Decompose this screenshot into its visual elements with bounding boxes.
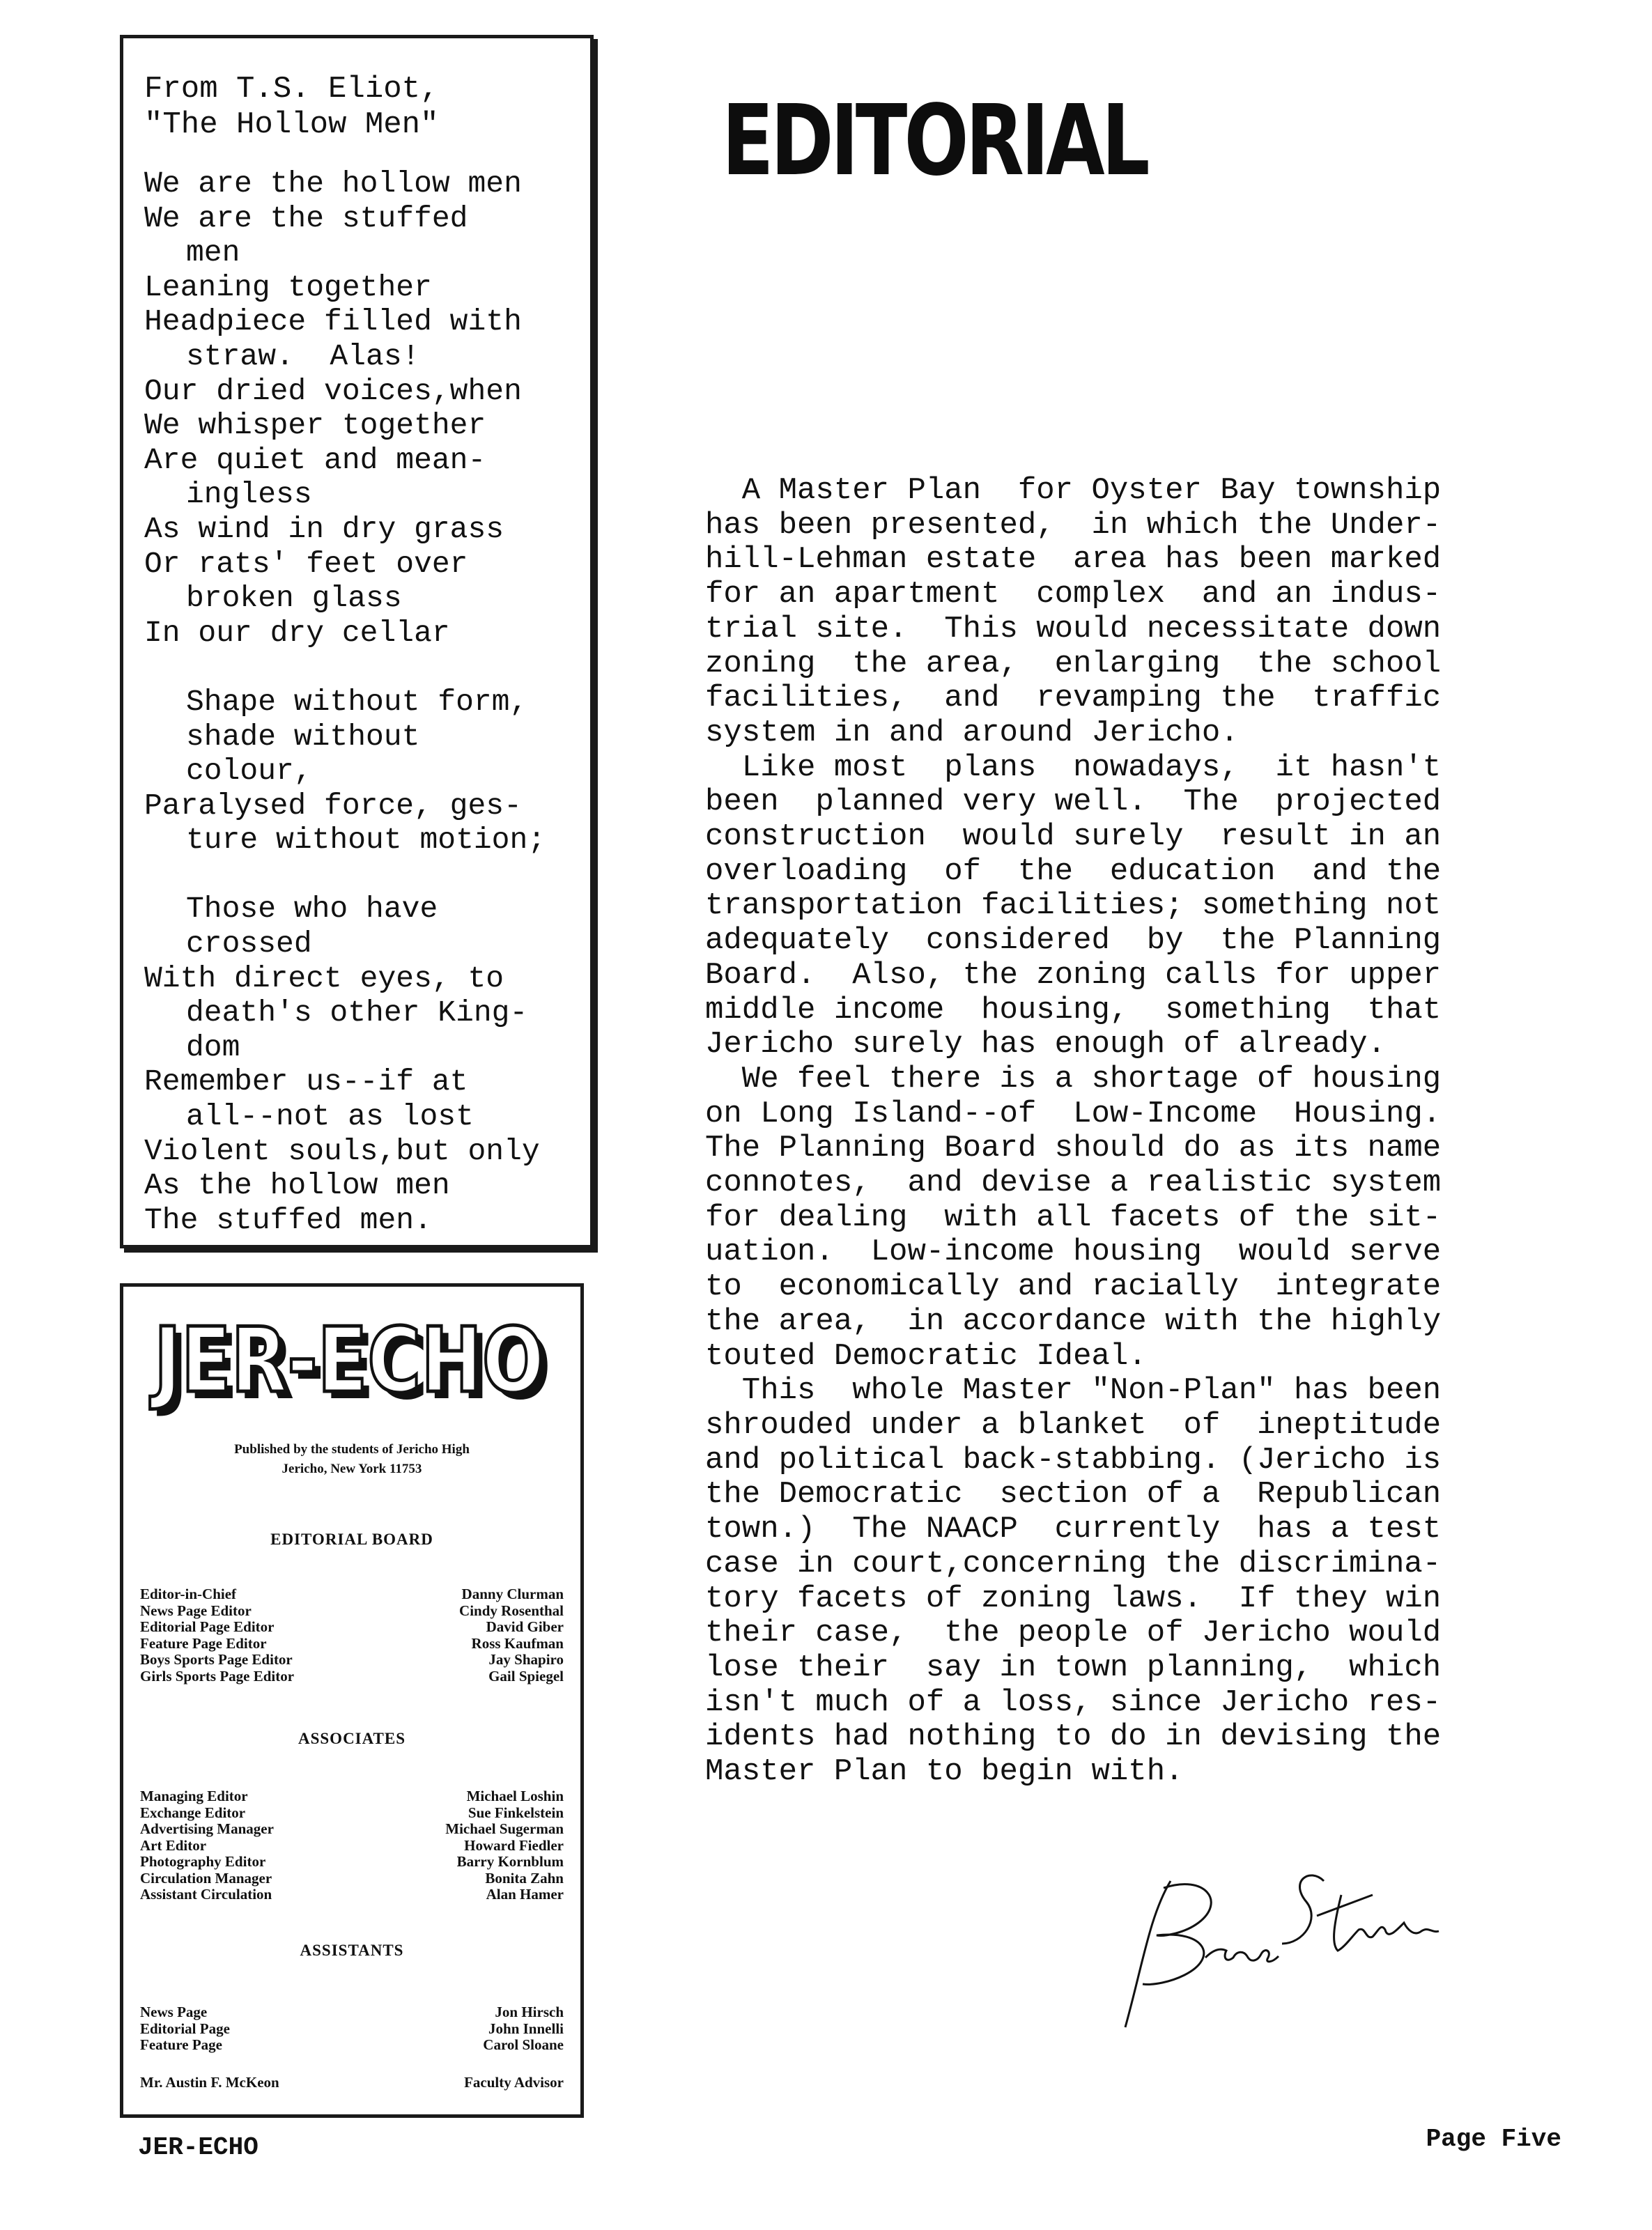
poem-line: Remember us--if at [144, 1064, 468, 1099]
staff-role: Feature Page Editor [140, 1634, 267, 1652]
editorial-line: We feel there is a shortage of housing [705, 1061, 1442, 1097]
logo-text: JER-ECHO [149, 1309, 544, 1413]
editorial-line: trial site. This would necessitate down [705, 611, 1442, 646]
editorial-line: for an apartment complex and an indus- [705, 577, 1442, 612]
poem-line: shade without [186, 719, 420, 754]
editorial-line: Like most plans nowadays, it hasn't [705, 750, 1442, 785]
editorial-line: uation. Low-income housing would serve [705, 1234, 1442, 1270]
editorial-title: EDITORIAL [722, 84, 1147, 198]
staff-name: Sue Finkelstein [468, 1804, 564, 1821]
staff-role: News Page Editor [140, 1602, 252, 1619]
staff-role: News Page [140, 2004, 208, 2020]
staff-role: Editorial Page [140, 2020, 230, 2037]
staff-role: Advertising Manager [140, 1820, 274, 1837]
editorial-line: A Master Plan for Oyster Bay township [705, 473, 1442, 508]
poem-header [144, 72, 590, 143]
poem-line: The stuffed men. [144, 1202, 432, 1237]
assistants-title: ASSISTANTS [300, 1942, 404, 1959]
editorial-line: to economically and racially integrate [705, 1269, 1442, 1305]
poem-line: Violent souls,but only [144, 1133, 540, 1168]
poem-line: Shape without form, [186, 684, 528, 719]
poem-line: Those who have [186, 892, 438, 927]
staff-role: Boys Sports Page Editor [140, 1651, 293, 1668]
poem-line: Our dried voices,when [144, 373, 522, 408]
editorial-line: zoning the area, enlarging the school [705, 646, 1442, 681]
associates-title: ASSOCIATES [298, 1730, 406, 1747]
staff-name: Michael Loshin [466, 1788, 564, 1804]
editorial-body [705, 474, 1441, 1790]
poem-line: In our dry cellar [144, 615, 450, 650]
poem-title: "The Hollow Men" [144, 107, 439, 142]
editorial-line: their case, the people of Jericho would [705, 1616, 1442, 1651]
editorial-line: The Planning Board should do as its name [705, 1131, 1442, 1166]
signature [1122, 1853, 1470, 2034]
staff-role: Feature Page [140, 2036, 222, 2053]
editorial-line: and political back-stabbing. (Jericho is [705, 1442, 1442, 1478]
faculty-advisor-title: Faculty Advisor [464, 2074, 564, 2091]
published-line-2: Jericho, New York 11753 [281, 1462, 422, 1476]
poem-line: With direct eyes, to [144, 961, 504, 996]
staff-name: Danny Clurman [461, 1586, 564, 1602]
staff-name: Carol Sloane [483, 2036, 564, 2053]
editorial-line: the Democratic section of a Republican [705, 1477, 1442, 1512]
poem-line: dom [186, 1030, 240, 1064]
masthead-box [120, 1283, 584, 2118]
poem-line: ingless [186, 477, 312, 512]
staff-name: Alan Hamer [486, 1886, 564, 1903]
poem-line: We are the stuffed [144, 201, 468, 235]
editorial-line: been planned very well. The projected [705, 784, 1442, 820]
staff-role: Assistant Circulation [140, 1886, 272, 1903]
editorial-line: isn't much of a loss, since Jericho res- [705, 1685, 1442, 1720]
editorial-line: idents had nothing to do in devising the [705, 1719, 1442, 1755]
editorial-board-roles [140, 1586, 294, 1685]
editorial-line: hill-Lehman estate area has been marked [705, 542, 1442, 578]
poem-line: As wind in dry grass [144, 511, 504, 546]
jer-echo-logo [137, 1306, 569, 1418]
editorial-board-names [459, 1586, 564, 1685]
staff-name: Bonita Zahn [485, 1869, 564, 1887]
poem-line: Leaning together [144, 270, 432, 304]
editorial-line: the area, in accordance with the highly [705, 1303, 1442, 1339]
editorial-line: tory facets of zoning laws. If they win [705, 1581, 1442, 1616]
staff-name: Michael Sugerman [445, 1820, 564, 1837]
staff-role: Editor-in-Chief [140, 1586, 237, 1602]
editorial-line: middle income housing, something that [705, 992, 1442, 1028]
editorial-line: town.) The NAACP currently has a test [705, 1512, 1442, 1547]
poem-line: As the hollow men [144, 1168, 450, 1203]
poem-line: We are the hollow men [144, 167, 522, 201]
associates-names [445, 1788, 564, 1903]
editorial-line: case in court,concerning the discrimina- [705, 1546, 1442, 1581]
editorial-line: Master Plan to begin with. [705, 1754, 1184, 1790]
poem-stanza-gap [144, 650, 590, 685]
editorial-line: lose their say in town planning, which [705, 1650, 1442, 1685]
staff-name: Jay Shapiro [488, 1651, 564, 1668]
poem-line: crossed [186, 927, 312, 961]
published-line-1: Published by the students of Jericho High [234, 1442, 470, 1457]
poem-line: colour, [186, 754, 312, 789]
staff-name: Ross Kaufman [471, 1634, 564, 1652]
staff-name: Barry Kornblum [456, 1853, 564, 1870]
staff-role: Photography Editor [140, 1853, 266, 1870]
poem-line: Are quiet and mean- [144, 442, 486, 477]
poem-attribution: From T.S. Eliot, [144, 72, 439, 107]
poem-line: We whisper together [144, 408, 486, 443]
editorial-board-title: EDITORIAL BOARD [270, 1531, 433, 1548]
staff-role: Art Editor [140, 1836, 207, 1854]
editorial-line: shrouded under a blanket of ineptitude [705, 1407, 1442, 1443]
faculty-advisor-name: Mr. Austin F. McKeon [140, 2074, 279, 2091]
editorial-line: has been presented, in which the Under- [705, 507, 1442, 543]
staff-role: Exchange Editor [140, 1804, 246, 1821]
assistants-roles [140, 2004, 230, 2054]
editorial-line: Board. Also, the zoning calls for upper [705, 957, 1442, 993]
poem-line: broken glass [186, 581, 402, 616]
staff-role: Girls Sports Page Editor [140, 1667, 295, 1685]
staff-role: Managing Editor [140, 1788, 248, 1804]
poem-lines [144, 167, 590, 1237]
staff-name: Gail Spiegel [488, 1667, 564, 1685]
poem-line: straw. Alas! [186, 339, 420, 373]
editorial-line: for dealing with all facets of the sit- [705, 1200, 1442, 1235]
staff-role: Editorial Page Editor [140, 1618, 275, 1635]
logo-shadow: JER-ECHO [156, 1316, 551, 1418]
editorial-line: facilities, and revamping the traffic [705, 681, 1442, 716]
staff-name: Jon Hirsch [495, 2004, 564, 2020]
editorial-line: adequately considered by the Planning [705, 923, 1442, 959]
staff-name: David Giber [486, 1618, 564, 1635]
staff-role: Circulation Manager [140, 1869, 272, 1887]
poem-line: death's other King- [186, 996, 528, 1030]
associates-roles [140, 1788, 274, 1903]
poem-stanza-gap [144, 858, 590, 892]
editorial-line: system in and around Jericho. [705, 715, 1239, 750]
poem-line: Or rats' feet over [144, 546, 468, 581]
poem-line: all--not as lost [186, 1099, 474, 1134]
editorial-line: on Long Island--of Low-Income Housing. [705, 1096, 1442, 1131]
editorial-line: connotes, and devise a realistic system [705, 1166, 1442, 1201]
editorial-line: Jericho surely has enough of already. [705, 1027, 1386, 1062]
footer-publication-name: JER-ECHO [138, 2133, 258, 2162]
assistants-names [483, 2004, 564, 2054]
staff-name: John Innelli [488, 2020, 564, 2037]
poem-line: Headpiece filled with [144, 304, 522, 339]
footer-page-number: Page Five [1426, 2125, 1561, 2153]
editorial-line: transportation facilities; something not [705, 888, 1442, 924]
poem-line: Paralysed force, ges- [144, 788, 522, 823]
staff-name: Howard Fiedler [464, 1836, 564, 1854]
editorial-line: touted Democratic Ideal. [705, 1338, 1147, 1374]
editorial-line: This whole Master "Non-Plan" has been [705, 1373, 1442, 1409]
poem-line: ture without motion; [186, 823, 546, 858]
staff-name: Cindy Rosenthal [459, 1602, 564, 1619]
poem-line: men [186, 235, 240, 270]
editorial-line: overloading of the education and the [705, 853, 1442, 889]
poem-box [120, 35, 594, 1248]
editorial-line: construction would surely result in an [705, 819, 1442, 855]
